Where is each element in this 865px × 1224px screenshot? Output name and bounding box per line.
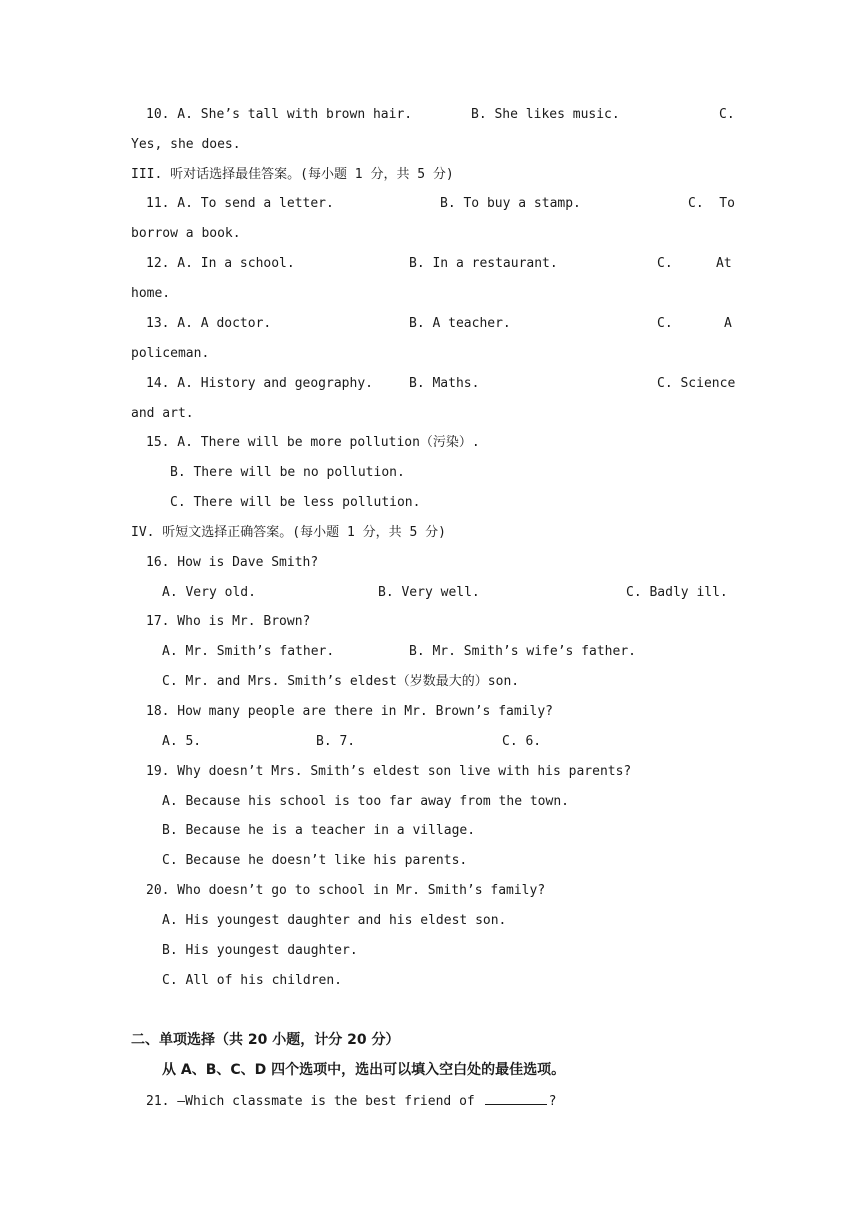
q11-option-a: 11. A. To send a letter. <box>146 196 334 211</box>
q16-option-b: B. Very well. <box>378 585 480 600</box>
q13-option-b: B. A teacher. <box>409 316 511 331</box>
q11-option-b: B. To buy a stamp. <box>440 196 581 211</box>
q14-option-a: 14. A. History and geography. <box>146 376 373 391</box>
q18-option-a: A. 5. <box>162 734 202 749</box>
q13-option-c-text: policeman. <box>131 346 210 361</box>
q12-option-c-word: At <box>716 256 732 271</box>
q12-option-b: B. In a restaurant. <box>409 256 558 271</box>
q19-option-c: C. Because he doesn’t like his parents. <box>162 853 468 868</box>
part-two-instruction: 从 A、B、C、D 四个选项中，选出可以填入空白处的最佳选项。 <box>162 1062 566 1078</box>
q17-option-c: C. Mr. and Mrs. Smith’s eldest（岁数最大的）son. <box>162 674 520 689</box>
q18-option-c: C. 6. <box>502 734 542 749</box>
q12-option-a: 12. A. In a school. <box>146 256 295 271</box>
q17-stem: 17. Who is Mr. Brown? <box>146 614 311 629</box>
q17-option-b: B. Mr. Smith’s wife’s father. <box>409 644 636 659</box>
answer-blank <box>485 1092 547 1105</box>
q14-option-c-text: and art. <box>131 406 194 421</box>
q21-stem-text: 21. —Which classmate is the best friend of <box>146 1094 475 1109</box>
q21-stem-end: ? <box>548 1094 557 1109</box>
q13-option-c-word: A <box>724 316 732 331</box>
q16-stem: 16. How is Dave Smith? <box>146 555 319 570</box>
q19-option-a: A. Because his school is too far away from the town. <box>162 794 569 809</box>
part-two-heading: 二、单项选择（共 20 小题，计分 20 分） <box>131 1032 400 1048</box>
q10-option-a: 10. A. She’s tall with brown hair. <box>146 107 413 122</box>
section-iv-heading: IV. 听短文选择正确答案。(每小题 1 分，共 5 分) <box>131 525 446 540</box>
q21-stem <box>146 1092 556 1110</box>
q20-option-c: C. All of his children. <box>162 973 343 988</box>
q11-option-c-text: borrow a book. <box>131 226 241 241</box>
q11-option-c: C. To <box>688 196 735 211</box>
q10-option-b: B. She likes music. <box>471 107 620 122</box>
q19-option-b: B. Because he is a teacher in a village. <box>162 823 476 838</box>
q14-option-b: B. Maths. <box>409 376 480 391</box>
q20-stem: 20. Who doesn’t go to school in Mr. Smith’s family? <box>146 883 546 898</box>
q20-option-a: A. His youngest daughter and his eldest son. <box>162 913 507 928</box>
q13-option-c: C. <box>657 316 673 331</box>
q13-option-a: 13. A. A doctor. <box>146 316 272 331</box>
q17-option-a: A. Mr. Smith’s father. <box>162 644 335 659</box>
q16-option-c: C. Badly ill. <box>626 585 728 600</box>
q16-option-a: A. Very old. <box>162 585 256 600</box>
q12-option-c: C. <box>657 256 673 271</box>
q15-option-b: B. There will be no pollution. <box>170 465 405 480</box>
q18-option-b: B. 7. <box>316 734 356 749</box>
q14-option-c: C. Science <box>657 376 736 391</box>
q15-option-a: 15. A. There will be more pollution（污染）. <box>146 435 480 450</box>
q12-option-c-text: home. <box>131 286 171 301</box>
q10-option-c-text: Yes, she does. <box>131 137 241 152</box>
q15-option-c: C. There will be less pollution. <box>170 495 421 510</box>
section-iii-heading: III. 听对话选择最佳答案。(每小题 1 分，共 5 分) <box>131 167 454 182</box>
q10-option-c: C. <box>719 107 735 122</box>
q20-option-b: B. His youngest daughter. <box>162 943 358 958</box>
q19-stem: 19. Why doesn’t Mrs. Smith’s eldest son live with his parents? <box>146 764 632 779</box>
q18-stem: 18. How many people are there in Mr. Brown’s family? <box>146 704 553 719</box>
